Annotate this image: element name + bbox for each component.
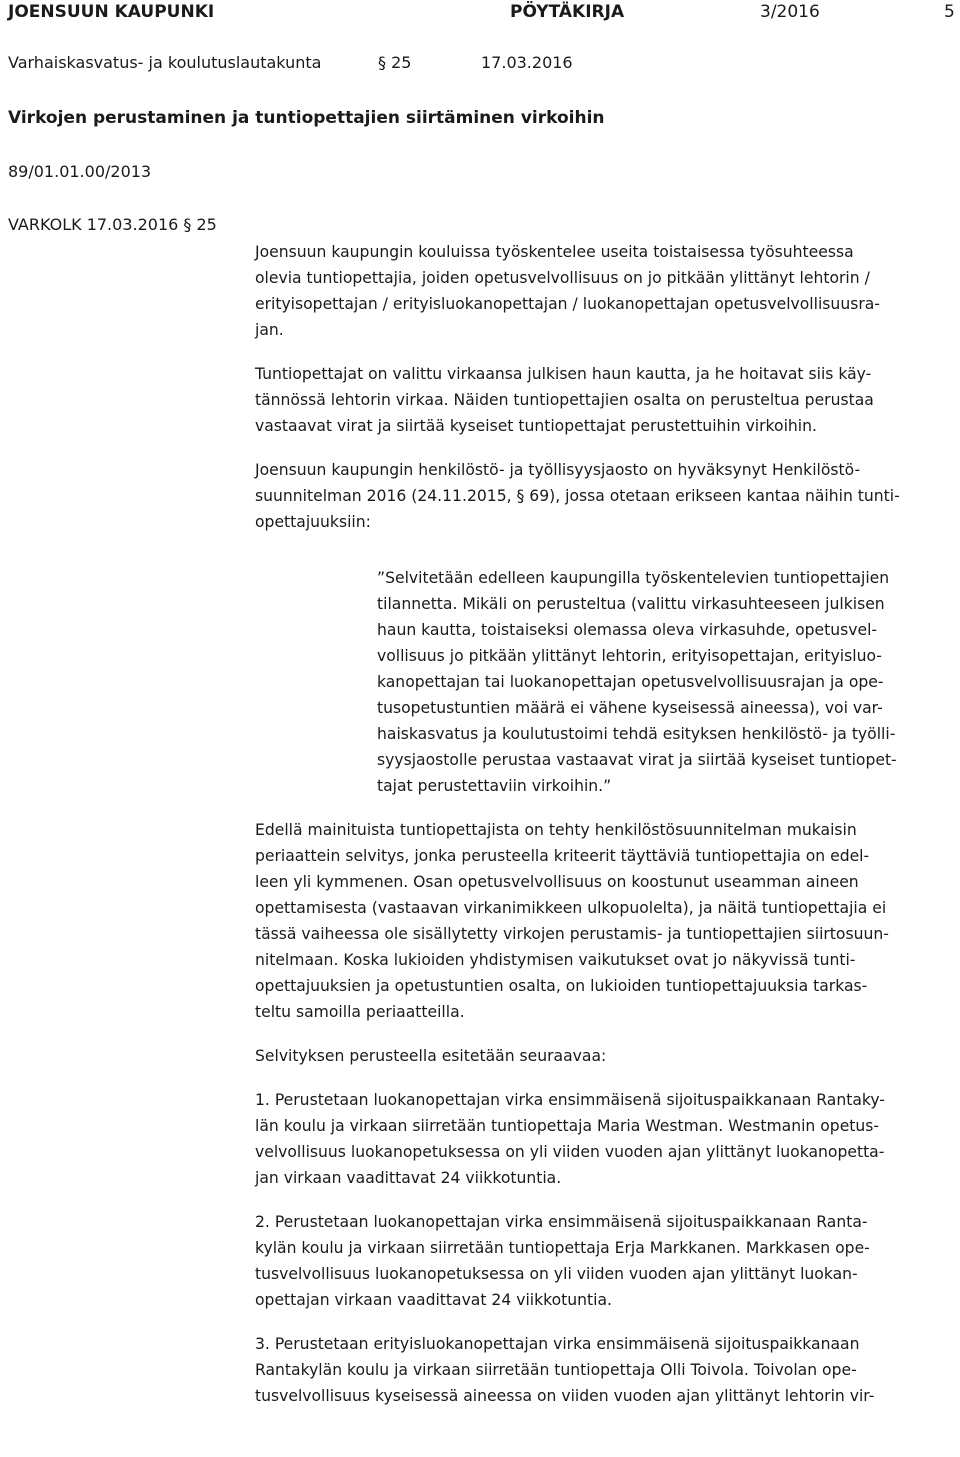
paragraph-line: velvollisuus luokanopetuksessa on yli viiden vuoden ajan ylittänyt luokanopetta-	[255, 1143, 885, 1161]
paragraph-line: jan.	[255, 321, 284, 339]
body-paragraph	[255, 1209, 958, 1313]
paragraph-line: haiskasvatus ja koulutustoimi tehdä esityksen henkilöstö- ja työlli-	[377, 725, 896, 743]
paragraph-line: tusvelvollisuus kyseisessä aineessa on viiden vuoden ajan ylittänyt lehtorin vir-	[255, 1387, 875, 1405]
session-reference: VARKOLK 17.03.2016 § 25	[8, 215, 217, 234]
paragraph-line: tajat perustettaviin virkoihin.”	[377, 777, 612, 795]
paragraph-line: vastaavat virat ja siirtää kyseiset tuntiopettajat perustettuihin virkoihin.	[255, 417, 817, 435]
paragraph-line: Joensuun kaupungin henkilöstö- ja työllisyysjaosto on hyväksynyt Henkilöstö-	[255, 461, 861, 479]
item-title: Virkojen perustaminen ja tuntiopettajien siirtäminen virkoihin	[8, 108, 605, 128]
body-paragraph	[255, 1043, 958, 1069]
paragraph-line: nitelmaan. Koska lukioiden yhdistymisen vaikutukset ovat jo näkyvissä tunti-	[255, 951, 856, 969]
meeting-date: 17.03.2016	[481, 53, 573, 72]
paragraph-line: Selvityksen perusteella esitetään seuraavaa:	[255, 1047, 607, 1065]
paragraph-line: opettajuuksiin:	[255, 513, 371, 531]
body-paragraph	[255, 1331, 958, 1409]
document-number: 3/2016	[760, 2, 820, 22]
diary-number: 89/01.01.00/2013	[8, 162, 152, 181]
organization-name: JOENSUUN KAUPUNKI	[8, 2, 215, 22]
page-number: 5	[944, 2, 955, 22]
paragraph-line: kanopettajan tai luokanopettajan opetusvelvollisuusrajan ja ope-	[377, 673, 884, 691]
paragraph-line: vollisuus jo pitkään ylittänyt lehtorin, erityisopettajan, erityisluo-	[377, 647, 882, 665]
paragraph-line: 3. Perustetaan erityisluokanopettajan virka ensimmäisenä sijoituspaikkanaan	[255, 1335, 860, 1353]
paragraph-line: opettajuuksien ja opetustuntien osalta, on lukioiden tuntiopettajuuksia tarkas-	[255, 977, 868, 995]
paragraph-line: jan virkaan vaadittavat 24 viikkotuntia.	[255, 1169, 562, 1187]
paragraph-line: 2. Perustetaan luokanopettajan virka ensimmäisenä sijoituspaikkanaan Ranta-	[255, 1213, 868, 1231]
paragraph-line: tilannetta. Mikäli on perusteltua (valittu virkasuhteeseen julkisen	[377, 595, 885, 613]
section-number: § 25	[378, 53, 412, 72]
body-paragraph	[255, 239, 958, 343]
paragraph-line: Edellä mainituista tuntiopettajista on tehty henkilöstösuunnitelman mukaisin	[255, 821, 857, 839]
paragraph-line: erityisopettajan / erityisluokanopettajan / luokanopettajan opetusvelvollisuusra-	[255, 295, 880, 313]
paragraph-line: periaattein selvitys, jonka perusteella kriteerit täyttäviä tuntiopettajia on edel-	[255, 847, 870, 865]
paragraph-line: opettajan virkaan vaadittavat 24 viikkotuntia.	[255, 1291, 613, 1309]
paragraph-line: Joensuun kaupungin kouluissa työskentelee useita toistaisessa työsuhteessa	[255, 243, 854, 261]
document-type: PÖYTÄKIRJA	[510, 2, 625, 22]
quoted-paragraph	[255, 565, 958, 799]
paragraph-line: leen yli kymmenen. Osan opetusvelvollisuus on koostunut useamman aineen	[255, 873, 859, 891]
paragraph-line: tässä vaiheessa ole sisällytetty virkojen perustamis- ja tuntiopettajien siirtosuun-	[255, 925, 889, 943]
paragraph-line: teltu samoilla periaatteilla.	[255, 1003, 465, 1021]
paragraph-line: Tuntiopettajat on valittu virkaansa julkisen haun kautta, ja he hoitavat siis käy-	[255, 365, 872, 383]
paragraph-line: syysjaostolle perustaa vastaavat virat ja siirtää kyseiset tuntiopet-	[377, 751, 897, 769]
paragraph-line: haun kautta, toistaiseksi olemassa oleva virkasuhde, opetusvel-	[377, 621, 878, 639]
body-paragraph	[255, 457, 958, 535]
document-body	[255, 239, 958, 1427]
paragraph-line: olevia tuntiopettajia, joiden opetusvelvollisuus on jo pitkään ylittänyt lehtorin /	[255, 269, 870, 287]
paragraph-line: 1. Perustetaan luokanopettajan virka ensimmäisenä sijoituspaikkanaan Rantaky-	[255, 1091, 885, 1109]
board-name: Varhaiskasvatus- ja koulutuslautakunta	[8, 53, 322, 72]
paragraph-line: tusopetustuntien määrä ei vähene kyseisessä aineessa), voi var-	[377, 699, 883, 717]
paragraph-line: opettamisesta (vastaavan virkanimikkeen ulkopuolelta), ja näitä tuntiopettajia ei	[255, 899, 887, 917]
paragraph-line: suunnitelman 2016 (24.11.2015, § 69), jossa otetaan erikseen kantaa näihin tunti-	[255, 487, 900, 505]
body-paragraph	[255, 1087, 958, 1191]
body-paragraph	[255, 817, 958, 1025]
body-paragraph	[255, 361, 958, 439]
paragraph-line: kylän koulu ja virkaan siirretään tuntiopettaja Erja Markkanen. Markkasen ope-	[255, 1239, 870, 1257]
paragraph-line: län koulu ja virkaan siirretään tuntiopettaja Maria Westman. Westmanin opetus-	[255, 1117, 880, 1135]
paragraph-line: tusvelvollisuus luokanopetuksessa on yli viiden vuoden ajan ylittänyt luokan-	[255, 1265, 858, 1283]
paragraph-line: tännössä lehtorin virkaa. Näiden tuntiopettajien osalta on perusteltua perustaa	[255, 391, 874, 409]
paragraph-line: ”Selvitetään edelleen kaupungilla työskentelevien tuntiopettajien	[377, 569, 890, 587]
paragraph-line: Rantakylän koulu ja virkaan siirretään tuntiopettaja Olli Toivola. Toivolan ope-	[255, 1361, 857, 1379]
